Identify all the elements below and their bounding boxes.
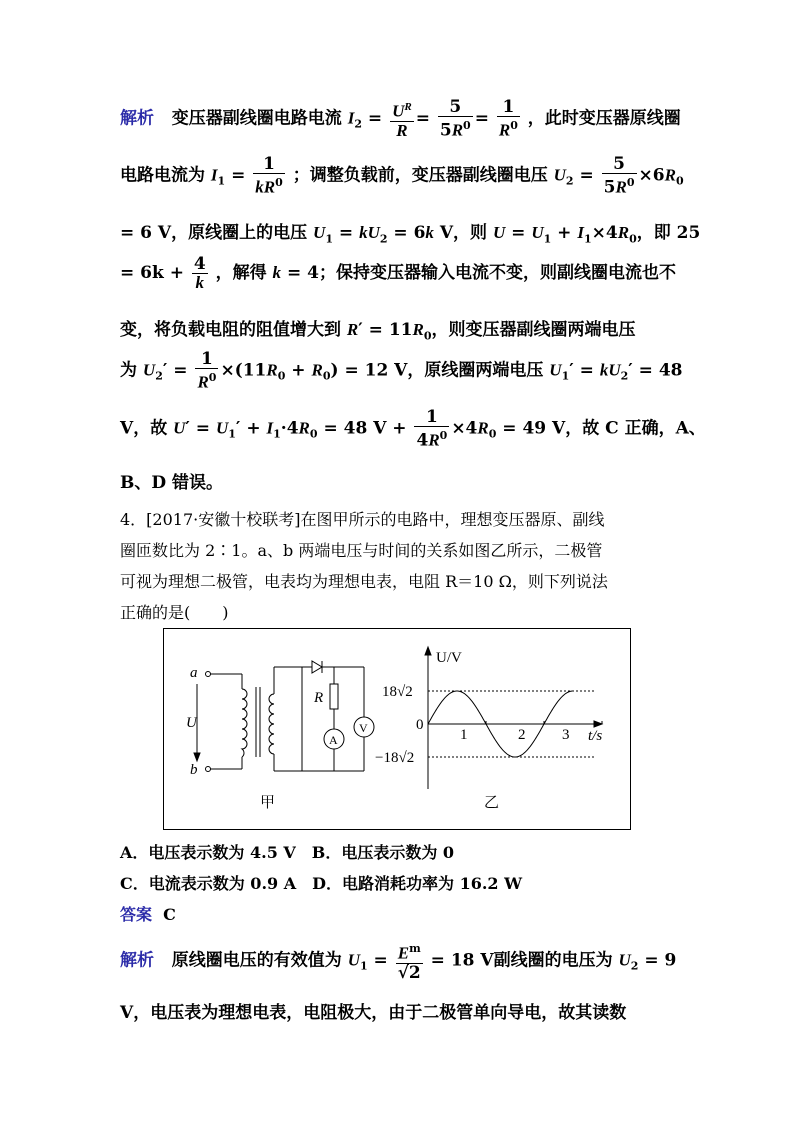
tick-positive: 18√2 — [382, 684, 413, 700]
analysis-label: 解析 — [120, 108, 154, 129]
terminal-b — [206, 767, 211, 772]
secondary-coil — [269, 694, 274, 754]
tick-zero: 0 — [416, 717, 424, 733]
axis-label-y: U/V — [436, 650, 462, 666]
primary-coil — [242, 689, 247, 757]
terminal-a — [206, 672, 211, 677]
solution-line-6: 为 $U_2'$ = $\frac{1}{R^0}$ $\times(11R_0 + R_0) = 12$ V，原线圈两端电压 $U_1' = kU_2' = 48$ — [120, 349, 683, 392]
answer-value: C — [163, 905, 176, 924]
label-a: a — [190, 665, 198, 681]
question-4-line-2: 圈匝数比为 2∶1。a、b 两端电压与时间的关系如图乙所示，二极管 — [120, 541, 603, 560]
tick-3: 3 — [562, 727, 570, 743]
solution-line-8: B、D 错误。 — [120, 473, 224, 493]
diode-icon — [312, 661, 322, 673]
solution-line-2: 电路电流为 $I_1$ = $\frac{1}{kR^0}$ ；调整负载前，变压器副线圈电压 $U_2$ = $\frac{5}{5R^0}$ $\times 6R_0$ — [120, 154, 684, 198]
question-4-line-1: 4．[2017·安徽十校联考]在图甲所示的电路中，理想变压器原、副线 — [120, 510, 605, 529]
figure-label-yi: 乙 — [484, 795, 500, 811]
label-U: U — [186, 715, 197, 731]
question-4-line-3: 可视为理想二极管，电表均为理想电表，电阻 R＝10 Ω，则下列说法 — [120, 572, 608, 591]
tick-2: 2 — [518, 727, 526, 743]
question-4-line-4: 正确的是( ) — [120, 603, 229, 622]
options-row-2: C．电流表示数为 0.9 A D．电路消耗功率为 16.2 W — [120, 874, 523, 893]
axis-label-x: t/s — [588, 728, 603, 744]
analysis-label-2: 解析 — [120, 950, 154, 971]
label-b: b — [190, 762, 198, 778]
figure-label-jia: 甲 — [260, 795, 276, 811]
solution-line-1: 解析 变压器副线圈电路电流 $I_2$ = $\frac{U^R}{R}$ = $\frac{5}{5R^0}$ = $\frac{1}{R^0}$ ，此时变压器原线圈 — [120, 97, 681, 141]
circuit-and-waveform-figure — [163, 628, 631, 830]
tick-negative: −18√2 — [375, 750, 415, 766]
solution2-line-2: V，电压表为理想电表，电阻极大，由于二极管单向导电，故其读数 — [120, 1003, 627, 1023]
solution-line-5: 变，将负载电阻的阻值增大到 $R' = 11R_0$，则变压器副线圈两端电压 — [120, 320, 636, 343]
answer-label: 答案 — [120, 905, 153, 924]
solution-line-3: = 6 V，原线圈上的电压 $U_1 = kU_2 = 6k$ V，则 $U = U_1 + I_1\times 4R_0$，即 25 — [120, 223, 701, 246]
label-R: R — [314, 690, 324, 706]
solution2-line-1: 解析 原线圈电压的有效值为 $U_1$ = $\frac{E^m}{√2}$ = 18 V副线圈的电压为 $U_2 = 9$ — [120, 942, 677, 983]
resistor-icon — [330, 684, 338, 709]
solution-line-7: V，故 $U' = U_1' + I_1\cdot 4R_0 = 48$ V + $\frac{1}{4R^0}$ $\times 4R_0 = 49$ V，故 C 正确，A、 — [120, 407, 706, 451]
label-voltmeter: V — [359, 721, 368, 735]
figure-svg — [164, 629, 630, 829]
label-ammeter: A — [329, 733, 338, 747]
answer-line — [120, 902, 176, 925]
options-row-1: A．电压表示数为 4.5 V B．电压表示数为 0 — [120, 843, 455, 862]
tick-1: 1 — [460, 727, 468, 743]
solution-line-4: = 6k + $\frac{4}{k}$ ，解得 k = 4；保持变压器输入电流不变，则副线圈电流也不 — [120, 254, 676, 292]
